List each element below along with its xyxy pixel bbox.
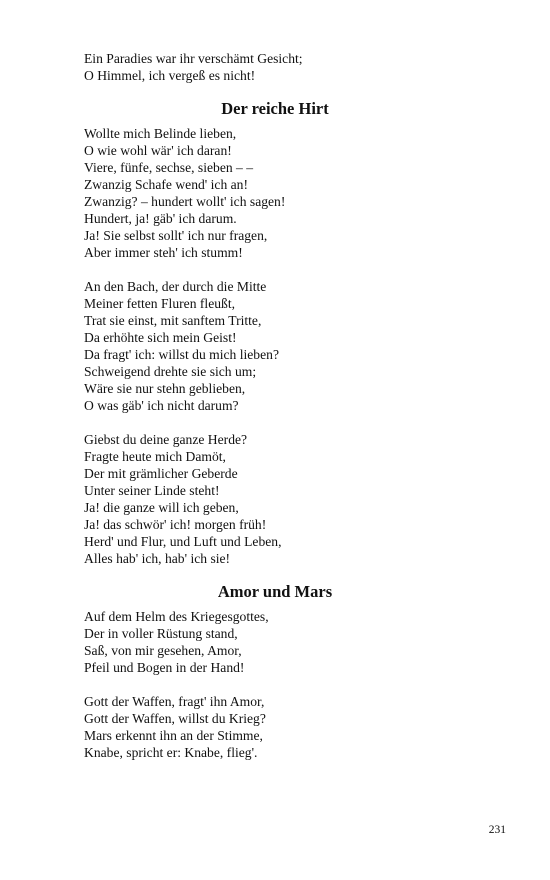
verse-line: Ein Paradies war ihr verschämt Gesicht; [84,51,303,66]
poem-amor-und-mars [84,608,484,761]
verse-line: Ja! die ganze will ich geben, [84,500,239,515]
verse-line: Ja! das schwör' ich! morgen früh! [84,517,267,532]
verse-line: Der mit grämlicher Geberde [84,466,238,481]
page-text [84,50,484,761]
verse-line: Mars erkennt ihn an der Stimme, [84,728,263,743]
verse-line: Alles hab' ich, hab' ich sie! [84,551,231,566]
stanza [84,125,484,261]
poem-der-reiche-hirt [84,125,484,567]
verse-line: Zwanzig? – hundert wollt' ich sagen! [84,194,286,209]
verse-line: O Himmel, ich vergeß es nicht! [84,68,256,83]
verse-line: Unter seiner Linde steht! [84,483,220,498]
verse-line: O wie wohl wär' ich daran! [84,143,232,158]
verse-line: Da erhöhte sich mein Geist! [84,330,237,345]
poem-title: Amor und Mars [217,582,333,601]
poem-title: Der reiche Hirt [221,99,329,118]
verse-line: Gott der Waffen, willst du Krieg? [84,711,266,726]
page-number: 231 [488,824,506,836]
verse-line: Knabe, spricht er: Knabe, flieg'. [84,745,258,760]
verse-line: Meiner fetten Fluren fleußt, [84,296,235,311]
verse-line: Wollte mich Belinde lieben, [84,126,237,141]
verse-line: Zwanzig Schafe wend' ich an! [84,177,248,192]
verse-line: Giebst du deine ganze Herde? [84,432,248,447]
stanza [84,431,484,567]
verse-line: Herd' und Flur, und Luft und Leben, [84,534,282,549]
verse-line: Fragte heute mich Damöt, [84,449,226,464]
verse-line: Hundert, ja! gäb' ich darum. [84,211,237,226]
verse-line: Gott der Waffen, fragt' ihn Amor, [84,694,265,709]
verse-line: Pfeil und Bogen in der Hand! [84,660,245,675]
verse-line: Wäre sie nur stehn geblieben, [84,381,246,396]
verse-line: Schweigend drehte sie sich um; [84,364,257,379]
verse-line: O was gäb' ich nicht darum? [84,398,239,413]
verse-line: Ja! Sie selbst sollt' ich nur fragen, [84,228,268,243]
stanza [84,278,484,414]
verse-line: Der in voller Rüstung stand, [84,626,238,641]
verse-line: Auf dem Helm des Kriegesgottes, [84,609,269,624]
stanza [84,693,484,761]
verse-line: Da fragt' ich: willst du mich lieben? [84,347,279,362]
verse-line: Trat sie einst, mit sanftem Tritte, [84,313,262,328]
verse-line: Aber immer steh' ich stumm! [84,245,243,260]
stanza [84,608,484,676]
verse-line: Saß, von mir gesehen, Amor, [84,643,242,658]
intro-stanza [84,50,484,84]
verse-line: An den Bach, der durch die Mitte [84,279,267,294]
verse-line: Viere, fünfe, sechse, sieben – – [84,160,254,175]
